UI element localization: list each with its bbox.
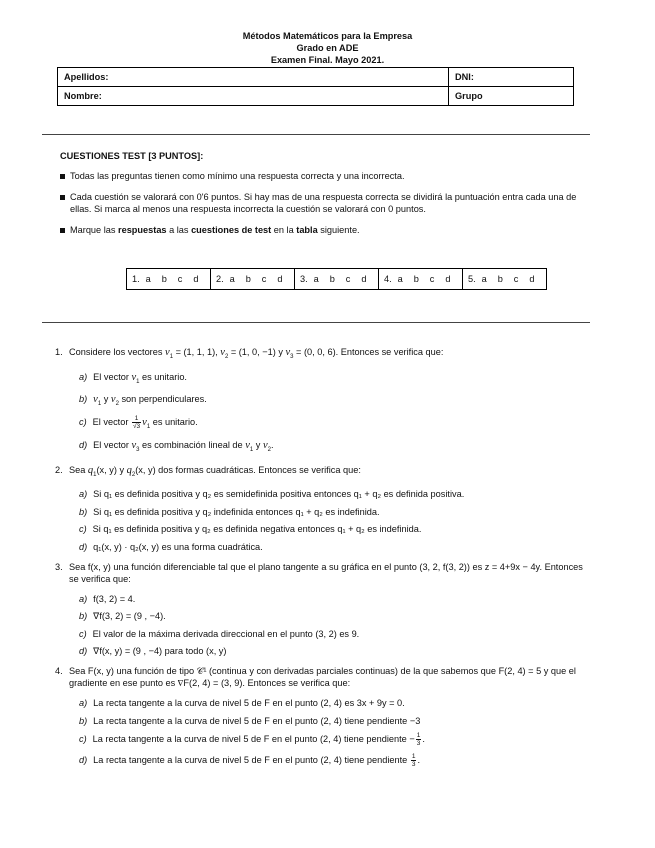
- option-3a: a) f(3, 2) = 4.: [79, 593, 136, 604]
- option-3d: d) ∇f(x, y) = (9 , −4) para todo (x, y): [79, 646, 227, 657]
- course-title: Métodos Matemáticos para la Empresa: [242, 31, 413, 41]
- dni-field[interactable]: DNI:: [449, 68, 574, 87]
- option-2a: a) Si q₁ es definida positiva y q₂ es semidefinida positiva entonces q₁ + q₂ es definida positiva.: [79, 489, 465, 500]
- fraction: $\frac{1}{3}$: [411, 752, 416, 768]
- question-3: 3. Sea f(x, y) una función diferenciable tal que el plano tangente a su gráfica en el punto (3, 2, f(3, 2)) es z = 4+9x − 4y. Entonces se verifica que: a) f(3, 2) = 4. b) ∇f(3, 2) = (9 , −4). c) El valor de la máxima derivada direccional en el punto (3, 2) es 9. d) ∇f(x, y) = (9 , −4) para todo (x, y): [55, 561, 595, 658]
- answer-cell-5[interactable]: 5. a b c d: [463, 269, 547, 290]
- answer-cell-3[interactable]: 3. a b c d: [295, 269, 379, 290]
- option-4d: d) La recta tangente a la curva de nivel 5 de F en el punto (2, 4) tiene pendiente $\frac{1}{3}$ .: [79, 752, 421, 768]
- divider-bottom: [42, 322, 590, 323]
- option-4b: b) La recta tangente a la curva de nivel 5 de F en el punto (2, 4) tiene pendiente −3: [79, 715, 421, 726]
- instruction-item: Todas las preguntas tienen como mínimo una respuesta correcta y una incorrecta.: [60, 170, 592, 182]
- option-3c: c) El valor de la máxima derivada direccional en el punto (3, 2) es 9.: [79, 628, 360, 639]
- answer-grid: [126, 268, 547, 290]
- apellidos-field[interactable]: Apellidos:: [58, 68, 449, 87]
- option-2c: c) Si q₁ es definida positiva y q₂ es definida negativa entonces q₁ + q₂ es indefinida.: [79, 524, 422, 535]
- option-3b: b) ∇f(3, 2) = (9 , −4).: [79, 611, 166, 622]
- answer-cell-2[interactable]: 2. a b c d: [211, 269, 295, 290]
- student-id-table: [57, 67, 574, 106]
- questions-list: [55, 346, 595, 776]
- option-1a: a) El vector $v_1$ es unitario.: [79, 371, 187, 385]
- exam-title: Examen Final. Mayo 2021.: [270, 55, 385, 65]
- question-1: 1. Considere los vectores $v_1 = (1$, 1, 1), $v_2 = (1$, 0, −1) y $v_3 = (0$, 0, 6). Entonces se verifica que: a) El vector $v_1$ es unitario. b) $v_1$ y $v_2$ son perpendiculares. c) El vector $\frac{1}{√3}$ $v_1$ es unitario. d) El vector $v_3$ es combinación lineal de $v_1$ y $v_2$.: [55, 346, 595, 456]
- option-1c: c) El vector $\frac{1}{√3}$ $v_1$ es unitario.: [79, 415, 198, 431]
- option-4c: c) La recta tangente a la curva de nivel 5 de F en el punto (2, 4) tiene pendiente − $\frac{1}{3}$ .: [79, 732, 425, 748]
- fraction: $\frac{1}{3}$: [416, 732, 421, 748]
- test-instructions: [60, 170, 592, 245]
- divider-top: [42, 134, 590, 135]
- instruction-item: Cada cuestión se valorará con 0'6 puntos. Si hay mas de una respuesta correcta se dividirá la puntuación entra cada una de ellas. Si marca al menos una respuesta incorrecta la cuestión se valorará con 0 puntos.: [60, 191, 592, 215]
- grupo-field[interactable]: Grupo: [449, 87, 574, 106]
- exam-header: [0, 30, 655, 66]
- option-2b: b) Si q₁ es definida positiva y q₂ indefinida entonces q₁ + q₂ es indefinida.: [79, 506, 380, 517]
- question-2: 2. Sea $q_1(x$, y) y $q_2(x$, y) dos formas cuadráticas. Entonces se verifica que: a) Si q₁ es definida positiva y q₂ es semidefinida positiva entonces q₁ + q₂ es definida positiva. b) Si q₁ es definida positiva y q₂ indefinida entonces q₁ + q₂ es indefinida. c) Si q₁ es definida positiva y q₂ es definida negativa entonces q₁ + q₂ es indefinida. d) q₁(x, y) · q₂(x, y) es una forma cuadrática.: [55, 464, 595, 553]
- option-2d: d) q₁(x, y) · q₂(x, y) es una forma cuadrática.: [79, 541, 263, 552]
- degree-title: Grado en ADE: [296, 43, 359, 53]
- answer-cell-4[interactable]: 4. a b c d: [379, 269, 463, 290]
- option-1b: b) $v_1$ y $v_2$ son perpendiculares.: [79, 394, 207, 407]
- option-4a: a) La recta tangente a la curva de nivel 5 de F en el punto (2, 4) es 3x + 9y = 0.: [79, 698, 405, 709]
- test-section-title: CUESTIONES TEST [3 PUNTOS]:: [60, 151, 204, 161]
- fraction: $\frac{1}{√3}$: [132, 415, 141, 431]
- question-4: 4. Sea F(x, y) una función de tipo 𝒞¹ (continua y con derivadas parciales continuas) de la que sabemos que F(2, 4) = 5 y que el gradiente en ese punto es ∇F(2, 4) = (3, 9). Entonces se verifica que: a) La recta tangente a la curva de nivel 5 de F en el punto (2, 4) es 3x + 9y = 0. b) La recta tangente a la curva de nivel 5 de F en el punto (2, 4) tiene pendiente −3 c) La recta tangente a la curva de nivel 5 de F en el punto (2, 4) tiene pendiente − $\frac{1}{3}$ . d) La recta tangente a la curva de nivel 5 de F en el punto (2, 4) tiene pendiente $\frac{1}{3}$ .: [55, 665, 595, 768]
- nombre-field[interactable]: Nombre:: [58, 87, 449, 106]
- option-1d: d) El vector $v_3$ es combinación lineal de $v_1$ y $v_2$.: [79, 439, 274, 453]
- instruction-item: Marque las respuestas a las cuestiones de test en la tabla siguiente.: [60, 224, 592, 236]
- answer-cell-1[interactable]: 1. a b c d: [127, 269, 211, 290]
